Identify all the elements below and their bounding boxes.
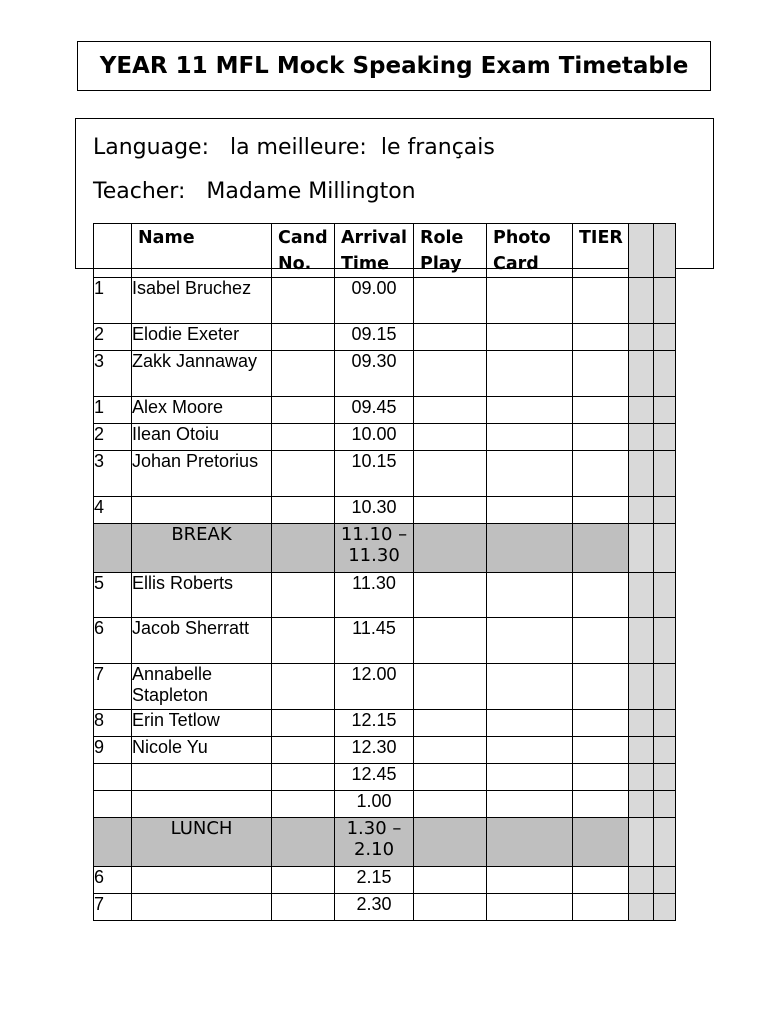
cand-no-cell (272, 894, 335, 921)
tier-cell (573, 278, 629, 324)
tier-cell (573, 764, 629, 791)
extra-cell-2 (654, 397, 676, 424)
extra-cell-2 (654, 351, 676, 397)
gap-label: BREAK (132, 524, 272, 573)
teacher-label: Teacher: (93, 179, 186, 204)
col-header-cand-no: Cand No. (272, 224, 335, 278)
tier-cell (573, 664, 629, 710)
candidate-name: Isabel Bruchez (132, 278, 272, 324)
role-play-cell (414, 867, 487, 894)
role-play-cell (414, 397, 487, 424)
candidate-number: 2 (94, 424, 132, 451)
candidate-name (132, 764, 272, 791)
extra-cell-1 (629, 764, 654, 791)
col-header-role-play: Role Play (414, 224, 487, 278)
photo-card-cell (487, 424, 573, 451)
photo-card-cell (487, 278, 573, 324)
tier-cell (573, 894, 629, 921)
table-row (94, 573, 676, 618)
timetable (93, 223, 676, 921)
candidate-name: Nicole Yu (132, 737, 272, 764)
candidate-number (94, 764, 132, 791)
tier-cell (573, 818, 629, 867)
cand-no-cell (272, 324, 335, 351)
photo-card-cell (487, 791, 573, 818)
cand-no-cell (272, 524, 335, 573)
role-play-cell (414, 451, 487, 497)
extra-cell-2 (654, 818, 676, 867)
language-value: la meilleure: le français (229, 135, 495, 160)
table-row (94, 664, 676, 710)
role-play-cell (414, 524, 487, 573)
photo-card-cell (487, 524, 573, 573)
col-header-arrival-time: Arrival Time (335, 224, 414, 278)
candidate-number: 3 (94, 351, 132, 397)
candidate-number: 5 (94, 573, 132, 618)
role-play-cell (414, 818, 487, 867)
arrival-time: 11.45 (335, 618, 414, 664)
photo-card-cell (487, 764, 573, 791)
cand-no-cell (272, 818, 335, 867)
col-header-extra-1 (629, 224, 654, 278)
role-play-cell (414, 351, 487, 397)
table-row (94, 497, 676, 524)
arrival-time: 12.45 (335, 764, 414, 791)
col-header-name: Name (132, 224, 272, 278)
extra-cell-2 (654, 867, 676, 894)
candidate-name: Zakk Jannaway (132, 351, 272, 397)
role-play-cell (414, 737, 487, 764)
candidate-number: 7 (94, 664, 132, 710)
tier-cell (573, 618, 629, 664)
cand-no-cell (272, 737, 335, 764)
table-row (94, 791, 676, 818)
photo-card-cell (487, 451, 573, 497)
gap-time: 11.10 – 11.30 (335, 524, 414, 573)
extra-cell-2 (654, 524, 676, 573)
candidate-name: Annabelle Stapleton (132, 664, 272, 710)
extra-cell-1 (629, 278, 654, 324)
extra-cell-2 (654, 497, 676, 524)
role-play-cell (414, 278, 487, 324)
photo-card-cell (487, 324, 573, 351)
extra-cell-2 (654, 424, 676, 451)
photo-card-cell (487, 710, 573, 737)
photo-card-cell (487, 618, 573, 664)
cand-no-cell (272, 764, 335, 791)
cand-no-cell (272, 424, 335, 451)
extra-cell-2 (654, 737, 676, 764)
candidate-number: 7 (94, 894, 132, 921)
role-play-cell (414, 664, 487, 710)
table-row (94, 451, 676, 497)
extra-cell-2 (654, 573, 676, 618)
header-row (94, 224, 676, 278)
candidate-number: 8 (94, 710, 132, 737)
cand-no-cell (272, 664, 335, 710)
arrival-time: 11.30 (335, 573, 414, 618)
arrival-time: 1.00 (335, 791, 414, 818)
extra-cell-1 (629, 397, 654, 424)
extra-cell-2 (654, 894, 676, 921)
candidate-name (132, 497, 272, 524)
arrival-time: 12.00 (335, 664, 414, 710)
table-row (94, 618, 676, 664)
candidate-name: Erin Tetlow (132, 710, 272, 737)
language-line (93, 135, 495, 160)
tier-cell (573, 737, 629, 764)
cand-no-cell (272, 573, 335, 618)
extra-cell-1 (629, 351, 654, 397)
arrival-time: 09.00 (335, 278, 414, 324)
photo-card-cell (487, 818, 573, 867)
title-box (77, 41, 711, 91)
extra-cell-1 (629, 894, 654, 921)
arrival-time: 12.30 (335, 737, 414, 764)
extra-cell-2 (654, 324, 676, 351)
cand-no-cell (272, 351, 335, 397)
teacher-value: Madame Millington (206, 179, 416, 204)
teacher-line (93, 179, 416, 204)
candidate-number: 6 (94, 618, 132, 664)
table-row (94, 397, 676, 424)
gap-time: 1.30 – 2.10 (335, 818, 414, 867)
arrival-time: 09.45 (335, 397, 414, 424)
photo-card-cell (487, 737, 573, 764)
extra-cell-1 (629, 664, 654, 710)
role-play-cell (414, 424, 487, 451)
cand-no-cell (272, 397, 335, 424)
cand-no-cell (272, 867, 335, 894)
page-title: YEAR 11 MFL Mock Speaking Exam Timetable (99, 53, 689, 79)
candidate-number: 6 (94, 867, 132, 894)
candidate-number (94, 791, 132, 818)
tier-cell (573, 424, 629, 451)
col-header-photo-card: Photo Card (487, 224, 573, 278)
arrival-time: 2.30 (335, 894, 414, 921)
extra-cell-1 (629, 867, 654, 894)
candidate-number: 9 (94, 737, 132, 764)
candidate-name: Ilean Otoiu (132, 424, 272, 451)
role-play-cell (414, 894, 487, 921)
language-label: Language: (93, 135, 209, 160)
table-row (94, 894, 676, 921)
role-play-cell (414, 710, 487, 737)
extra-cell-2 (654, 664, 676, 710)
arrival-time: 10.30 (335, 497, 414, 524)
table-row (94, 424, 676, 451)
cand-no-cell (272, 451, 335, 497)
gap-label: LUNCH (132, 818, 272, 867)
tier-cell (573, 524, 629, 573)
candidate-name: Elodie Exeter (132, 324, 272, 351)
arrival-time: 12.15 (335, 710, 414, 737)
tier-cell (573, 573, 629, 618)
arrival-time: 10.15 (335, 451, 414, 497)
extra-cell-1 (629, 324, 654, 351)
role-play-cell (414, 791, 487, 818)
role-play-cell (414, 764, 487, 791)
cand-no-cell (272, 278, 335, 324)
photo-card-cell (487, 867, 573, 894)
extra-cell-1 (629, 710, 654, 737)
tier-cell (573, 497, 629, 524)
role-play-cell (414, 497, 487, 524)
cand-no-cell (272, 710, 335, 737)
candidate-name: Johan Pretorius (132, 451, 272, 497)
role-play-cell (414, 618, 487, 664)
cand-no-cell (272, 791, 335, 818)
photo-card-cell (487, 894, 573, 921)
number-cell (94, 818, 132, 867)
extra-cell-2 (654, 618, 676, 664)
extra-cell-1 (629, 737, 654, 764)
table-row (94, 324, 676, 351)
candidate-name: Ellis Roberts (132, 573, 272, 618)
role-play-cell (414, 573, 487, 618)
arrival-time: 09.15 (335, 324, 414, 351)
role-play-cell (414, 324, 487, 351)
candidate-number: 1 (94, 278, 132, 324)
candidate-number: 3 (94, 451, 132, 497)
candidate-name: Jacob Sherratt (132, 618, 272, 664)
extra-cell-1 (629, 791, 654, 818)
extra-cell-1 (629, 497, 654, 524)
extra-cell-2 (654, 278, 676, 324)
candidate-name (132, 894, 272, 921)
photo-card-cell (487, 397, 573, 424)
col-header-extra-2 (654, 224, 676, 278)
photo-card-cell (487, 664, 573, 710)
extra-cell-2 (654, 764, 676, 791)
photo-card-cell (487, 351, 573, 397)
cand-no-cell (272, 497, 335, 524)
arrival-time: 2.15 (335, 867, 414, 894)
table-row (94, 278, 676, 324)
tier-cell (573, 710, 629, 737)
number-cell (94, 524, 132, 573)
candidate-number: 1 (94, 397, 132, 424)
col-header-tier: TIER (573, 224, 629, 278)
col-header-number (94, 224, 132, 278)
candidate-number: 2 (94, 324, 132, 351)
table-row (94, 764, 676, 791)
gap-row (94, 524, 676, 573)
table-row (94, 710, 676, 737)
candidate-number: 4 (94, 497, 132, 524)
extra-cell-1 (629, 818, 654, 867)
table-row (94, 867, 676, 894)
cand-no-cell (272, 618, 335, 664)
arrival-time: 10.00 (335, 424, 414, 451)
extra-cell-1 (629, 524, 654, 573)
tier-cell (573, 791, 629, 818)
tier-cell (573, 397, 629, 424)
arrival-time: 09.30 (335, 351, 414, 397)
extra-cell-1 (629, 451, 654, 497)
photo-card-cell (487, 573, 573, 618)
tier-cell (573, 351, 629, 397)
tier-cell (573, 324, 629, 351)
table-row (94, 737, 676, 764)
table-row (94, 351, 676, 397)
extra-cell-1 (629, 618, 654, 664)
photo-card-cell (487, 497, 573, 524)
candidate-name: Alex Moore (132, 397, 272, 424)
extra-cell-1 (629, 424, 654, 451)
tier-cell (573, 451, 629, 497)
extra-cell-2 (654, 791, 676, 818)
candidate-name (132, 791, 272, 818)
gap-row (94, 818, 676, 867)
timetable-body (94, 278, 676, 921)
extra-cell-2 (654, 451, 676, 497)
extra-cell-2 (654, 710, 676, 737)
tier-cell (573, 867, 629, 894)
extra-cell-1 (629, 573, 654, 618)
candidate-name (132, 867, 272, 894)
